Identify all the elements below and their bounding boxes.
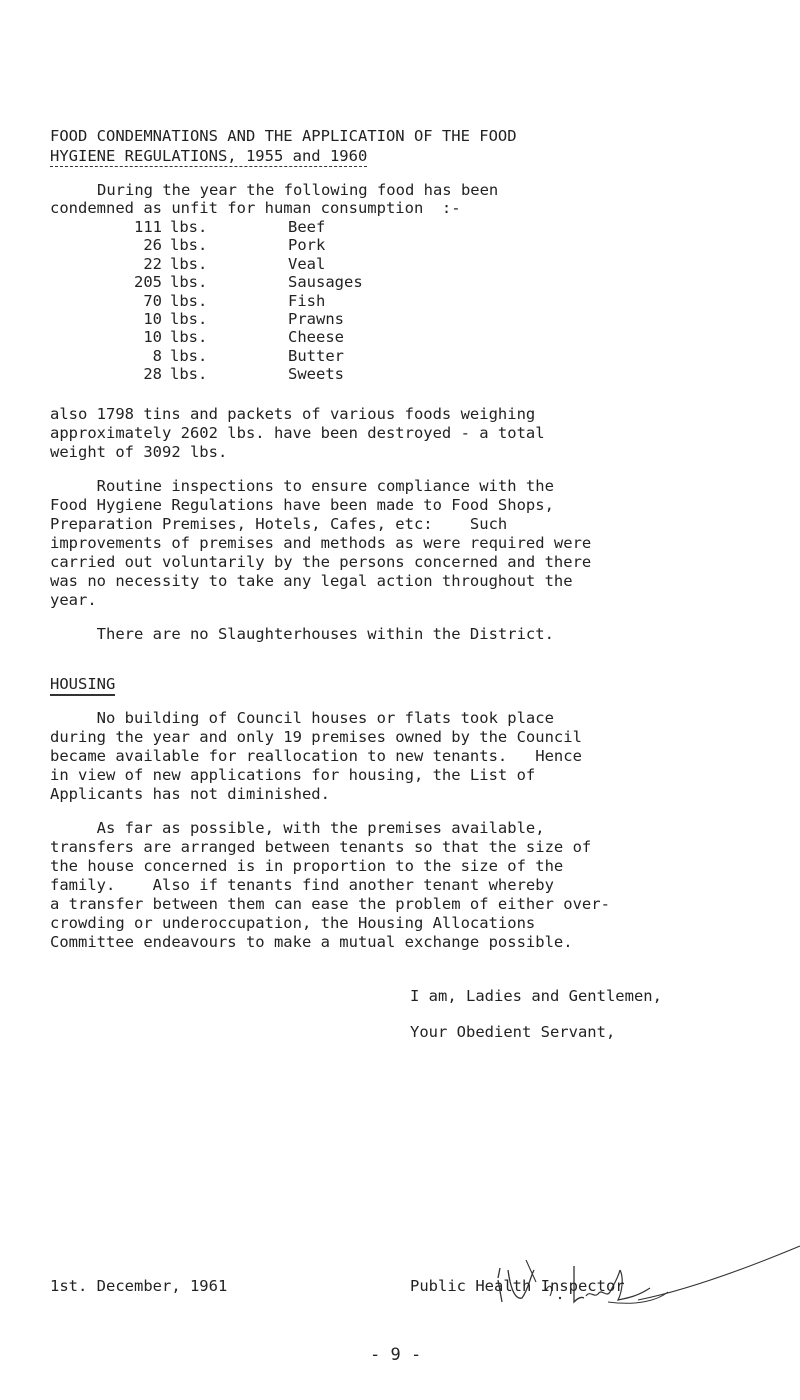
food-item: Butter: [288, 346, 344, 365]
closing-servant: Your Obedient Servant,: [410, 1023, 616, 1041]
document-date: 1st. December, 1961: [50, 1277, 228, 1295]
intro-line-2: condemned as unfit for human consumption :-: [50, 199, 461, 217]
food-unit: lbs.: [170, 236, 208, 255]
title-line-2: HYGIENE REGULATIONS, 1955 and 1960: [50, 147, 368, 165]
food-quantity: 8: [152, 346, 162, 365]
closing-salutation: I am, Ladies and Gentlemen,: [410, 987, 662, 1005]
slaughterhouses-line: There are no Slaughterhouses within the District.: [50, 625, 554, 643]
housing-p1-line-3: became available for reallocation to new tenants. Hence: [50, 747, 582, 765]
intro-line-1: During the year the following food has been: [97, 181, 499, 199]
title-line-2-wrap: [50, 146, 367, 166]
housing-p2-line-6: crowding or underoccupation, the Housing Allocations: [50, 914, 536, 932]
housing-p2-line-1: As far as possible, with the premises available,: [50, 819, 545, 837]
food-quantity: 28: [143, 365, 162, 384]
food-unit: lbs.: [170, 218, 208, 236]
page-number: - 9 -: [370, 1345, 422, 1365]
food-unit: lbs.: [170, 309, 208, 328]
tins-line-2: approximately 2602 lbs. have been destroyed - a total: [50, 424, 545, 442]
food-unit: lbs.: [170, 291, 208, 310]
food-row: [114, 273, 363, 291]
food-item: Sausages: [288, 273, 363, 292]
housing-p2-line-3: the house concerned is in proportion to the size of the: [50, 857, 564, 875]
tins-line-3: weight of 3092 lbs.: [50, 443, 228, 461]
food-row: [114, 328, 363, 346]
housing-p2-line-7: Committee endeavours to make a mutual exchange possible.: [50, 933, 573, 951]
title-line-1: FOOD CONDEMNATIONS AND THE APPLICATION OF THE FOOD: [50, 127, 517, 145]
food-quantity: 22: [143, 254, 162, 273]
inspections-line-6: was no necessity to take any legal action throughout the: [50, 572, 573, 590]
food-row: [114, 218, 363, 236]
food-quantity: 70: [143, 291, 162, 310]
housing-heading: HOUSING: [50, 675, 115, 696]
food-item: Beef: [288, 218, 326, 236]
food-unit: lbs.: [170, 328, 208, 347]
inspections-line-7: year.: [50, 591, 97, 609]
food-row: [114, 365, 363, 383]
condemned-food-table: [114, 218, 363, 384]
condemned-food-rows: [114, 218, 363, 384]
food-item: Cheese: [288, 328, 344, 347]
food-quantity: 26: [143, 236, 162, 255]
housing-p2-line-4: family. Also if tenants find another tenant whereby: [50, 876, 554, 894]
food-quantity: 111: [134, 218, 162, 236]
food-item: Pork: [288, 236, 326, 255]
housing-p1-line-4: in view of new applications for housing, the List of: [50, 766, 536, 784]
food-row: [114, 310, 363, 328]
housing-p1-line-2: during the year and only 19 premises owned by the Council: [50, 728, 582, 746]
food-quantity: 10: [143, 309, 162, 328]
food-row: [114, 347, 363, 365]
inspections-line-1: Routine inspections to ensure compliance with the: [50, 477, 554, 495]
food-item: Sweets: [288, 365, 344, 384]
inspections-line-5: carried out voluntarily by the persons concerned and there: [50, 553, 592, 571]
housing-p1-line-1: No building of Council houses or flats took place: [50, 709, 554, 727]
food-row: [114, 236, 363, 254]
handwritten-signature: [488, 1240, 800, 1310]
housing-p1-line-5: Applicants has not diminished.: [50, 785, 330, 803]
food-unit: lbs.: [170, 254, 208, 273]
food-quantity: 10: [143, 328, 162, 347]
inspections-line-2: Food Hygiene Regulations have been made to Food Shops,: [50, 496, 554, 514]
food-item: Veal: [288, 254, 326, 273]
food-row: [114, 255, 363, 273]
food-unit: lbs.: [170, 365, 208, 384]
food-quantity: 205: [134, 273, 162, 292]
tins-line-1: also 1798 tins and packets of various foods weighing: [50, 405, 536, 423]
inspections-line-3: Preparation Premises, Hotels, Cafes, etc: Such: [50, 515, 508, 533]
housing-heading-wrap: [50, 674, 115, 694]
food-row: [114, 292, 363, 310]
food-unit: lbs.: [170, 346, 208, 365]
food-item: Fish: [288, 291, 326, 310]
inspections-line-4: improvements of premises and methods as were required were: [50, 534, 592, 552]
food-unit: lbs.: [170, 273, 208, 292]
housing-p2-line-2: transfers are arranged between tenants so that the size of: [50, 838, 592, 856]
closing-role: Public Health Inspector: [410, 1277, 625, 1295]
housing-p2-line-5: a transfer between them can ease the problem of either over-: [50, 895, 610, 913]
food-item: Prawns: [288, 309, 344, 328]
